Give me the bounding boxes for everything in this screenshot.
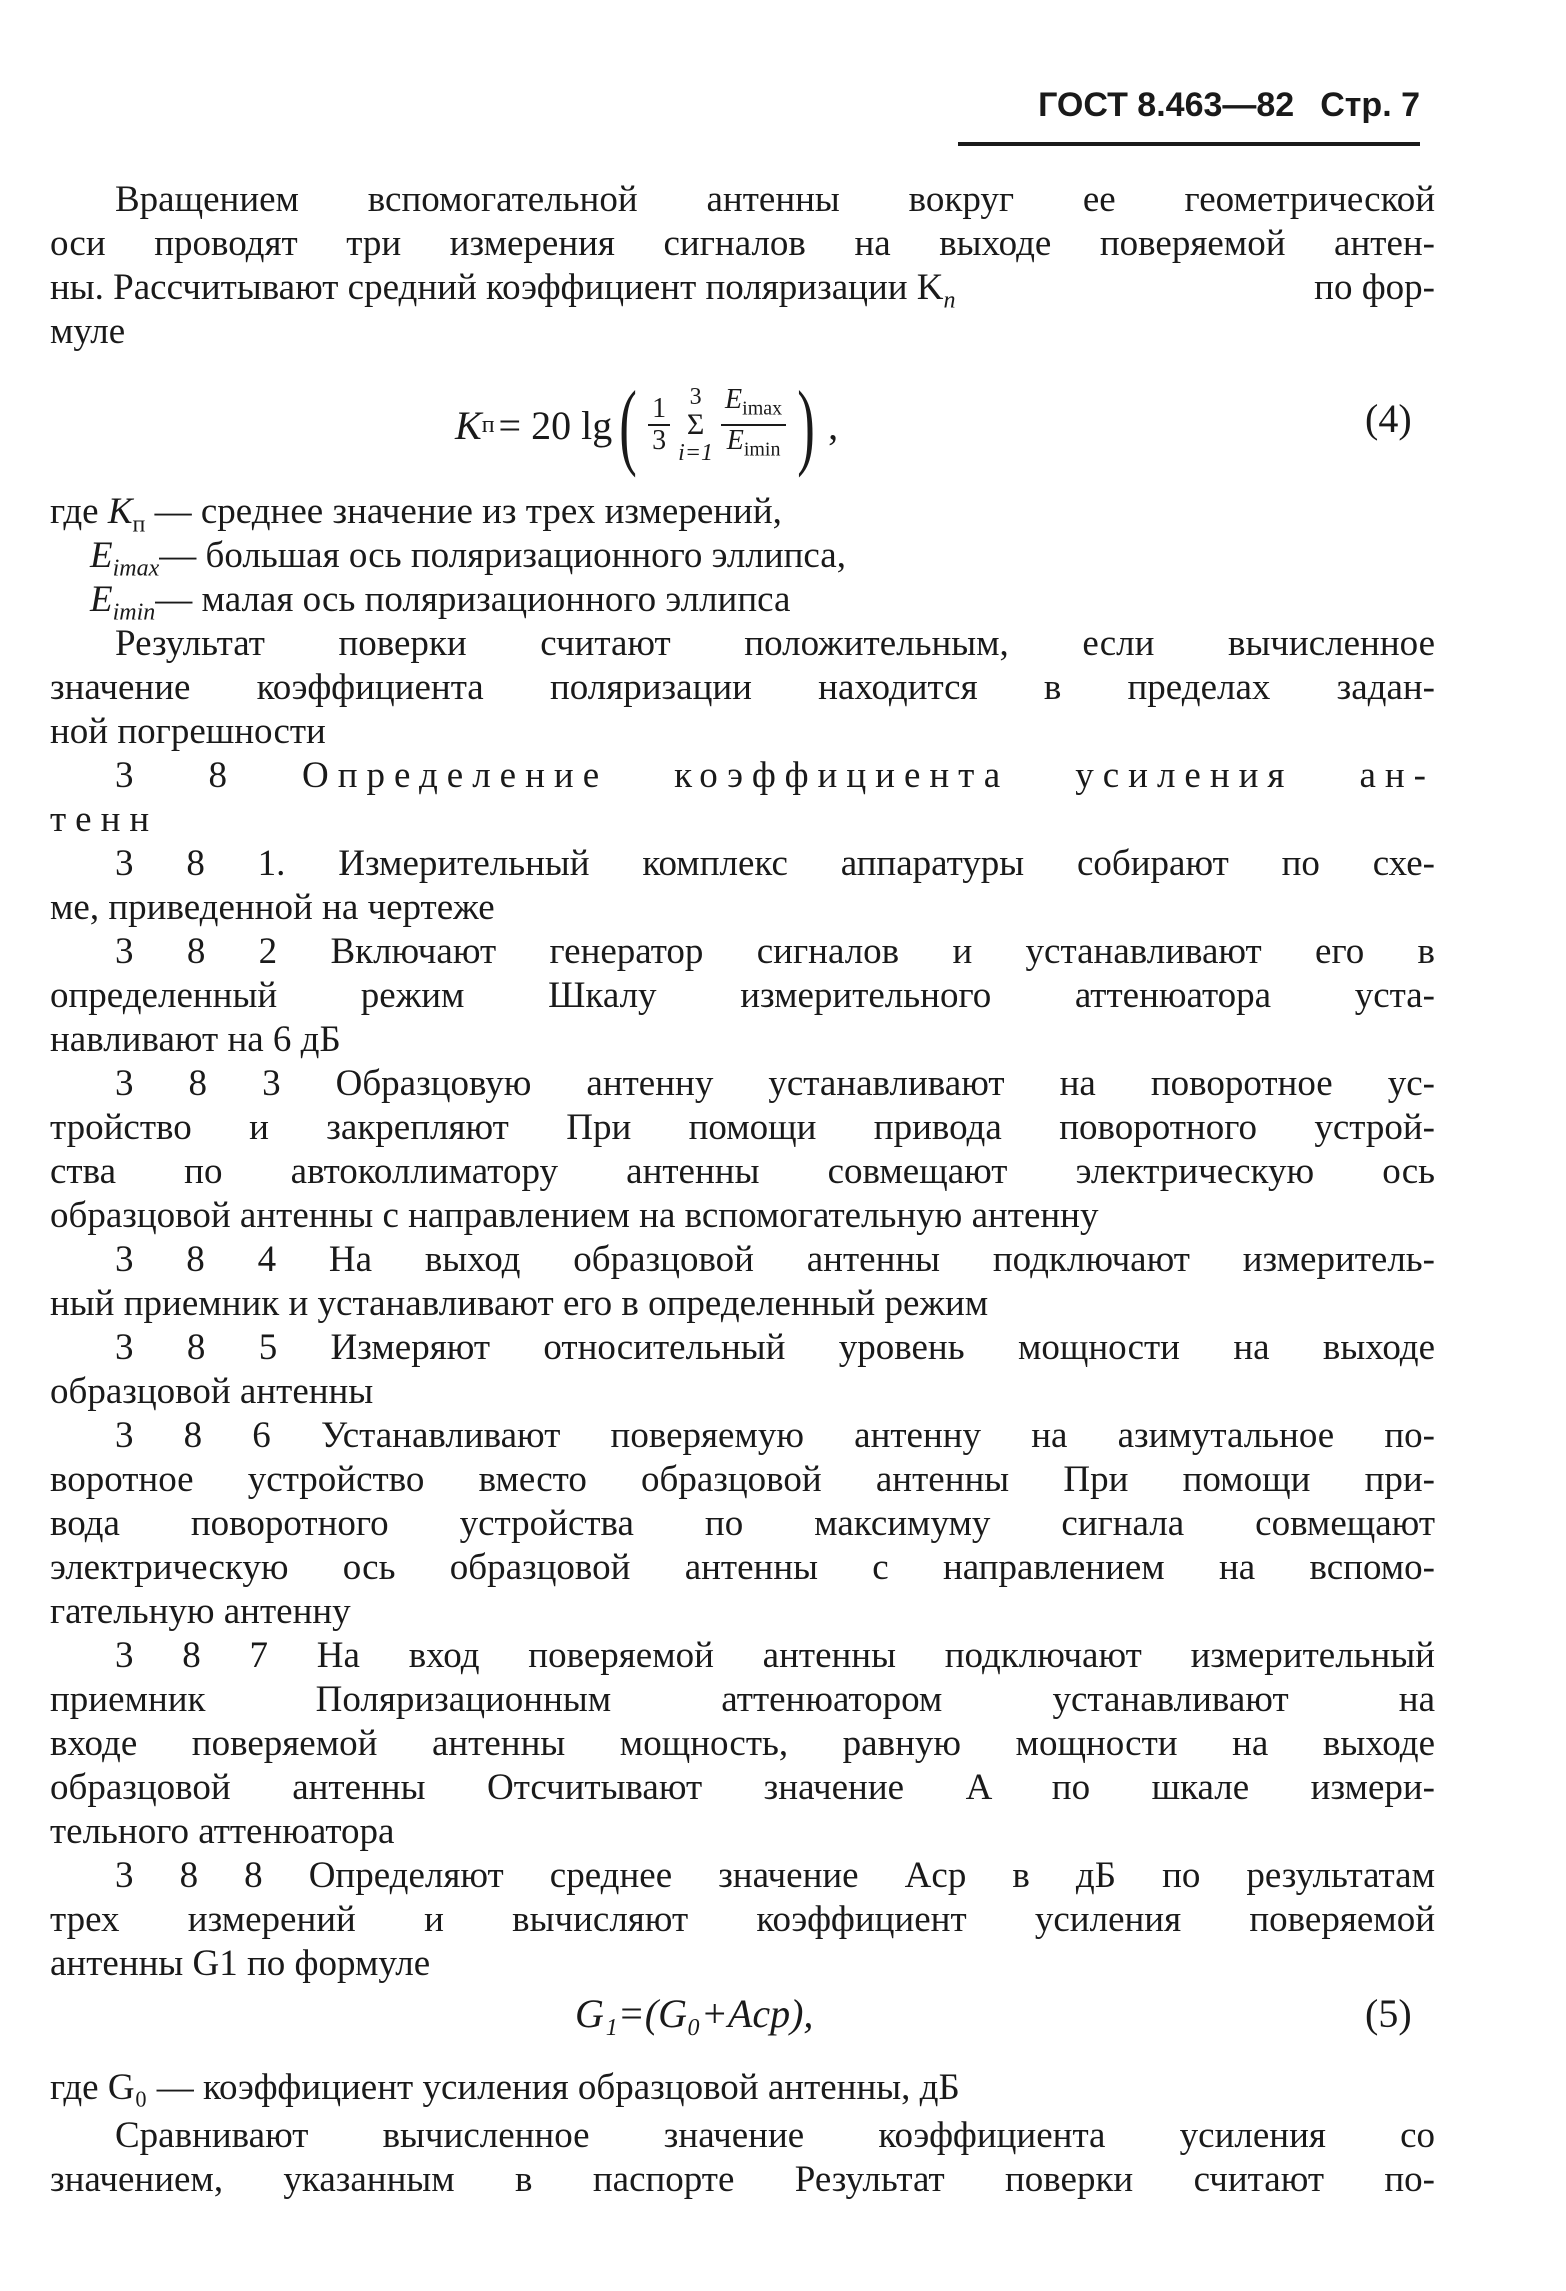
section-title-line: 3 8 Определение коэффициента усиления ан- [115,755,1435,796]
definition-line: $E_{imax}—$ большая ось поляризационного эллипса, [90,535,846,582]
text-line: тройство и закрепляют При помощи привода поворотного устрой- [50,1107,1435,1148]
equation-number-4: (4) [1365,396,1412,441]
text-line: вода поворотного устройства по максимуму сигнала совмещают [50,1503,1435,1544]
text-line: ства по автоколлиматору антенны совмещают электрическую ось [50,1151,1435,1192]
sum-symbol: 3 Σ i=1 [678,384,714,466]
text-line: трех измерений и вычисляют коэффициент усиления поверяемой [50,1899,1435,1940]
text-line: ме, приведенной на чертеже [50,887,495,928]
text-line: приемник Поляризационным аттенюатором устанавливают на [50,1679,1435,1720]
text-line: образцовой антенны Отсчитывают значение A по шкале измери- [50,1767,1435,1808]
item-3-8-3 [50,1062,1435,1238]
standard-number: ГОСТ 8.463—82 [1038,86,1295,124]
item-3-8-5 [50,1326,1435,1414]
text-line: воротное устройство вместо образцовой антенны При помощи при- [50,1459,1435,1500]
left-paren: ( [619,371,637,478]
result-paragraph [50,622,1435,754]
text-line: электрическую ось образцовой антенны с направлением на вспомо- [50,1547,1435,1588]
text-line: значением, указанным в паспорте Результат поверки считают по- [50,2159,1435,2200]
formula-4-definitions [50,490,1435,626]
formula-4: K п = 20 lg ( $\frac{1}{3}$ 3 Σ i=1 $\frac{E_{imax}}{E_{imin}}$ ) , [455,371,839,478]
text-line: Вращением вспомогательной антенны вокруг ее геометрической [115,179,1435,220]
intro-paragraph [50,178,1435,354]
text-line: тельного аттенюатора [50,1811,395,1852]
text-line: муле [50,311,126,352]
definition-line: где G₀ — коэффициент усиления образцовой антенны, дБ [50,2067,960,2108]
section-title-line: тенн [50,799,159,840]
item-3-8-1 [50,842,1435,930]
final-paragraph [50,2114,1435,2202]
text-line: антенны G1 по формуле [50,1943,431,1984]
fraction-one-third: $\frac{1}{3}$ [648,394,670,456]
text-line: входе поверяемой антенны мощность, равную мощности на выходе [50,1723,1435,1764]
formula-5: G₁=(G₀+Aср), [575,1991,814,2036]
definition-line: где $K_п$ — среднее значение из трех измерений, [50,491,782,538]
text-line: оси проводят три измерения сигналов на выходе поверяемой антен- [50,223,1435,264]
text-line: ны. Рассчитывают средний коэффициент поляризации $K_п$ по фор- [50,267,1435,314]
section-title [50,754,1435,842]
text-line: ный приемник и устанавливают его в определенный режим [50,1283,989,1324]
text-line: 3 8 6 Устанавливают поверяемую антенну на азимутальное по- [115,1415,1435,1456]
text-line: значение коэффициента поляризации находится в пределах задан- [50,667,1435,708]
text-line: навливают на 6 дБ [50,1019,341,1060]
definition-line: $E_{imin}—$ малая ось поляризационного эллипса [90,579,791,626]
page-number: Стр. 7 [1320,86,1420,124]
text-line: Сравнивают вычисленное значение коэффициента усиления со [115,2115,1435,2156]
text-line: 3 8 2 Включают генератор сигналов и устанавливают его в [115,931,1435,972]
item-3-8-7 [50,1634,1435,1854]
text-line: определенный режим Шкалу измерительного аттенюатора уста- [50,975,1435,1016]
text-line: образцовой антенны с направлением на вспомогательную антенну [50,1195,1099,1236]
text-line: гательную антенну [50,1591,351,1632]
equation-number-5: (5) [1365,1991,1412,2036]
text-line: Результат поверки считают положительным, если вычисленное [115,623,1435,664]
formula-5-definition [50,2066,1435,2110]
text-line: 3 8 3 Образцовую антенну устанавливают на поворотное ус- [115,1063,1435,1104]
text-line: 3 8 5 Измеряют относительный уровень мощности на выходе [115,1327,1435,1368]
text-line: ной погрешности [50,711,326,752]
text-line: 3 8 4 На выход образцовой антенны подключают измеритель- [115,1239,1435,1280]
item-3-8-2 [50,930,1435,1062]
item-3-8-8 [50,1854,1435,1986]
page-header [958,86,1420,146]
fraction-emax-emin: $\frac{E_{imax}}{E_{imin}}$ [721,385,786,464]
item-3-8-6 [50,1414,1435,1634]
text-line: образцовой антенны [50,1371,374,1412]
text-line: 3 8 7 На вход поверяемой антенны подключают измерительный [115,1635,1435,1676]
item-3-8-4 [50,1238,1435,1326]
right-paren: ) [797,371,815,478]
text-line: 3 8 8 Определяют среднее значение Aср в дБ по результатам [115,1855,1435,1896]
text-line: 3 8 1. Измерительный комплекс аппаратуры собирают по схе- [115,843,1435,884]
